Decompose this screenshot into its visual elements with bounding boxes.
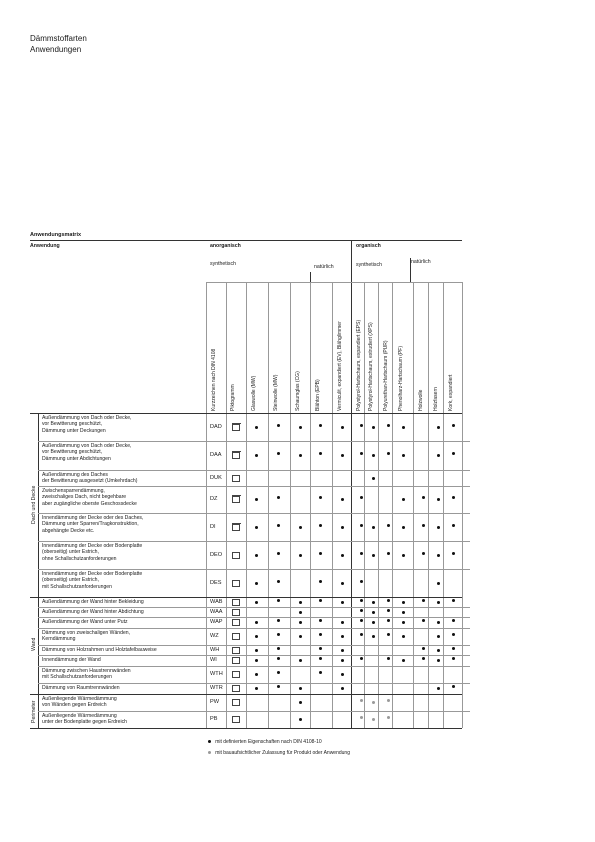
row-description-line: unter der Bodenplatte gegen Erdreich (42, 719, 127, 726)
row-description-line: aber zugängliche oberste Geschossdecke (42, 500, 137, 507)
row-description-line: Außendämmung der Wand hinter Abdichtung (42, 609, 144, 615)
property-dot (277, 524, 280, 527)
pictogram-icon (232, 647, 240, 654)
property-dot (360, 552, 363, 555)
property-dot (437, 659, 440, 662)
property-dot (341, 649, 344, 652)
row-description-line: Außenliegende Wärmedämmung (42, 696, 117, 702)
property-dot (437, 526, 440, 529)
property-dot (319, 647, 322, 650)
row-code: WAA (210, 608, 223, 615)
row-code: DAD (210, 423, 222, 430)
pictogram-icon (232, 609, 240, 616)
row-description-line: Innendämmung der Wand (42, 657, 101, 663)
property-dot (422, 647, 425, 650)
column-header: Kurzzeichen nach DIN 4108 (211, 348, 217, 411)
property-dot (277, 633, 280, 636)
row-description (42, 657, 101, 663)
column-header: Phenolharz-Hartschaum (PF) (398, 345, 404, 411)
property-dot (341, 673, 344, 676)
property-dot (360, 599, 363, 602)
property-dot (277, 580, 280, 583)
column-header: Kork, expandiert (448, 374, 454, 411)
row-code: WAB (210, 598, 223, 605)
property-dot (255, 454, 258, 457)
property-dot (452, 633, 455, 636)
row-description (42, 619, 128, 625)
page-title (30, 33, 87, 55)
row-rule (38, 441, 470, 442)
column-rule (392, 282, 393, 728)
property-dot (422, 524, 425, 527)
property-dot (277, 619, 280, 622)
column-rule (310, 282, 311, 728)
property-dot (341, 687, 344, 690)
row-description (42, 609, 144, 615)
column-header: Schaumglas (CG) (295, 371, 301, 411)
row-description-line: Innendämmung der Decke oder Bodenplatte (42, 543, 143, 549)
property-dot (360, 524, 363, 527)
property-dot (402, 526, 405, 529)
legend-grey (208, 750, 350, 756)
property-dot (255, 554, 258, 557)
row-description-line: Dämmung unter Deckungen (42, 427, 106, 434)
row-description (42, 515, 143, 534)
row-description (42, 443, 131, 462)
group-rule (30, 597, 462, 598)
property-dot (299, 687, 302, 690)
row-code: WAP (210, 619, 223, 625)
property-dot (319, 424, 322, 427)
row-code: DES (210, 579, 222, 586)
column-rule (413, 282, 414, 728)
property-dot (452, 647, 455, 650)
group-label-rule (38, 413, 39, 728)
property-dot (422, 657, 425, 660)
property-dot (341, 659, 344, 662)
group-label: Perimeter (31, 700, 37, 724)
sub-natuerlich-2-label: natürlich (411, 259, 431, 265)
row-rule (38, 655, 470, 656)
row-description (42, 630, 130, 643)
header-top-rule (30, 240, 462, 241)
property-dot (319, 580, 322, 583)
group-organisch-label: organisch (356, 243, 381, 249)
property-dot (299, 554, 302, 557)
property-dot (437, 621, 440, 624)
pictogram-icon (232, 524, 240, 531)
row-rule (38, 711, 470, 712)
property-dot (452, 424, 455, 427)
property-dot (360, 657, 363, 660)
property-dot (402, 426, 405, 429)
column-header: Vermiculit, expandiert (EV), Blähglimmer (337, 321, 343, 411)
row-rule (38, 617, 470, 618)
sub-synthetisch-2-label: synthetisch (356, 262, 382, 268)
row-rule (38, 645, 470, 646)
property-dot (277, 671, 280, 674)
pictogram-icon (232, 619, 240, 626)
property-dot (360, 609, 363, 612)
row-description-line: (oberseitig) unter Estrich, (42, 549, 99, 556)
property-dot (437, 454, 440, 457)
row-description (42, 713, 127, 726)
property-dot (277, 685, 280, 688)
row-description-line: Außendämmung der Wand hinter Bekleidung (42, 599, 144, 605)
property-dot (319, 496, 322, 499)
property-dot (319, 452, 322, 455)
property-dot (277, 647, 280, 650)
property-dot (387, 552, 390, 555)
property-dot (360, 452, 363, 455)
group-label: Wand (31, 637, 37, 651)
row-description-line: zweischaliges Dach, nicht begehbare (42, 494, 127, 501)
row-description-line: abgehängte Decke etc. (42, 527, 95, 534)
property-dot (402, 659, 405, 662)
pictogram-icon (232, 633, 240, 640)
property-dot (341, 426, 344, 429)
property-dot (402, 611, 405, 614)
property-dot (372, 554, 375, 557)
legend-grey-text: mit bauaufsichtlicher Zulassung für Produkt oder Anwendung (215, 750, 350, 756)
pictogram-icon (232, 716, 240, 723)
property-dot (255, 659, 258, 662)
row-code: DUK (210, 474, 222, 481)
natural-split-1 (310, 272, 311, 282)
property-dot (255, 649, 258, 652)
property-dot-icon (208, 740, 211, 743)
row-rule (38, 541, 470, 542)
property-dot (372, 611, 375, 614)
property-dot (452, 619, 455, 622)
group-label: Dach und Decke (31, 485, 37, 524)
row-description (42, 415, 131, 434)
row-rule (38, 607, 470, 608)
property-dot (299, 526, 302, 529)
property-dot (437, 687, 440, 690)
property-dot (277, 552, 280, 555)
row-description-line: Außendämmung von Dach oder Decke, (42, 415, 132, 421)
row-description-line: vor Bewitterung geschützt, (42, 421, 103, 428)
property-dot (372, 621, 375, 624)
property-dot (422, 496, 425, 499)
approval-dot (372, 718, 375, 721)
column-rule (364, 282, 365, 728)
group-rule (30, 694, 462, 695)
property-dot (402, 554, 405, 557)
column-header: Blähton (EPB) (315, 379, 321, 411)
column-header: Holzwolle (418, 389, 424, 411)
property-dot (341, 454, 344, 457)
property-dot (255, 526, 258, 529)
row-rule (38, 666, 470, 667)
row-description (42, 668, 131, 681)
property-dot (299, 659, 302, 662)
col-anwendung-label: Anwendung (30, 243, 60, 249)
approval-dot (387, 716, 390, 719)
sub-synthetisch-1-label: synthetisch (210, 261, 236, 267)
row-description (42, 685, 120, 691)
property-dot (402, 454, 405, 457)
property-dot (372, 477, 375, 480)
property-dot (319, 633, 322, 636)
property-dot (387, 599, 390, 602)
property-dot (452, 452, 455, 455)
column-rule (332, 282, 333, 728)
column-header: Glaswolle (MW) (251, 375, 257, 411)
property-dot (255, 673, 258, 676)
row-description (42, 647, 157, 653)
property-dot (299, 621, 302, 624)
row-code: WH (210, 646, 220, 653)
row-description-line: Dämmung von Raumtrennwänden (42, 685, 120, 691)
property-dot (422, 619, 425, 622)
property-dot (277, 496, 280, 499)
pictogram-icon (232, 699, 240, 706)
property-dot (341, 582, 344, 585)
row-description (42, 599, 144, 605)
property-dot (452, 496, 455, 499)
property-dot (387, 619, 390, 622)
row-rule (38, 513, 470, 514)
property-dot (387, 524, 390, 527)
property-dot (277, 452, 280, 455)
row-rule (38, 470, 470, 471)
row-description-line: Innendämmung der Decke oder des Daches, (42, 515, 144, 521)
row-description-line: ohne Schallschutzanforderungen (42, 555, 117, 562)
property-dot (299, 601, 302, 604)
row-rule (38, 683, 470, 684)
legend-black (208, 739, 322, 745)
row-description-line: Außenliegende Wärmedämmung (42, 713, 117, 719)
property-dot (319, 599, 322, 602)
property-dot (255, 498, 258, 501)
row-description-line: vor Bewitterung geschützt, (42, 449, 103, 456)
row-description (42, 571, 142, 590)
property-dot (299, 635, 302, 638)
pictogram-icon (232, 452, 240, 459)
property-dot (402, 621, 405, 624)
property-dot (319, 619, 322, 622)
property-dot (255, 635, 258, 638)
row-description-line: Außendämmung von Dach oder Decke, (42, 443, 132, 449)
row-code: WTH (210, 671, 223, 677)
pictogram-icon (232, 685, 240, 692)
property-dot (372, 526, 375, 529)
row-code: PB (210, 716, 218, 722)
property-dot (341, 621, 344, 624)
property-dot (360, 619, 363, 622)
row-description-line: mit Schallschutzanforderungen (42, 583, 112, 590)
approval-dot (372, 701, 375, 704)
approval-dot-icon (208, 751, 211, 754)
property-dot (360, 424, 363, 427)
property-dot (299, 426, 302, 429)
approval-dot (387, 699, 390, 702)
column-rule (290, 282, 291, 728)
property-dot (277, 657, 280, 660)
property-dot (255, 621, 258, 624)
subgroup-rule (206, 282, 462, 283)
pictogram-icon (232, 496, 240, 503)
property-dot (452, 685, 455, 688)
row-description-line: Dämmung von Holzrahmen und Holztafelbauweise (42, 647, 157, 653)
property-dot (437, 649, 440, 652)
row-code: WZ (210, 633, 219, 639)
property-dot (341, 635, 344, 638)
column-rule (428, 282, 429, 728)
column-header: Polystyrol-Hartschaum, extrudiert (XPS) (368, 322, 374, 411)
property-dot (387, 452, 390, 455)
property-dot (319, 552, 322, 555)
property-dot (452, 657, 455, 660)
row-rule (38, 486, 470, 487)
natural-split-2 (410, 258, 411, 282)
property-dot (255, 426, 258, 429)
property-dot (360, 496, 363, 499)
row-code: WI (210, 657, 217, 663)
row-description-line: Dämmung unter Abdichtungen (42, 455, 111, 462)
property-dot (299, 454, 302, 457)
property-dot (255, 582, 258, 585)
property-dot (341, 601, 344, 604)
row-code: DZ (210, 496, 218, 502)
property-dot (402, 635, 405, 638)
row-rule (38, 628, 470, 629)
column-rule (206, 282, 207, 728)
row-rule (38, 569, 470, 570)
column-header: Polyurethan-Hartschaum (PUR) (383, 340, 389, 411)
pictogram-icon (232, 599, 240, 606)
pictogram-icon (232, 475, 240, 482)
property-dot (255, 601, 258, 604)
row-description-line: mit Schallschutzanforderungen (42, 674, 112, 681)
row-description-line: Außendämmung der Wand unter Putz (42, 619, 128, 625)
property-dot (277, 599, 280, 602)
row-description (42, 488, 137, 507)
property-dot (299, 611, 302, 614)
property-dot (255, 687, 258, 690)
pictogram-icon (232, 657, 240, 664)
property-dot (387, 609, 390, 612)
column-rule (378, 282, 379, 728)
row-description-line: von Wänden gegen Erdreich (42, 702, 107, 709)
approval-dot (360, 699, 363, 702)
property-dot (319, 524, 322, 527)
column-header: Piktogramm (230, 384, 236, 411)
pictogram-icon (232, 552, 240, 559)
pictogram-icon (232, 424, 240, 431)
property-dot (360, 633, 363, 636)
property-dot (452, 524, 455, 527)
group-anorganisch-label: anorganisch (210, 243, 241, 249)
header-bottom-rule (30, 413, 462, 414)
property-dot (387, 633, 390, 636)
property-dot (452, 552, 455, 555)
row-description (42, 543, 142, 562)
column-header: Holzfasern (433, 387, 439, 411)
matrix-title: Anwendungsmatrix (30, 232, 82, 238)
column-rule (226, 282, 227, 728)
property-dot (372, 454, 375, 457)
row-description-line: Zwischensparrendämmung, (42, 488, 105, 494)
property-dot (422, 599, 425, 602)
property-dot (372, 635, 375, 638)
row-code: DAA (210, 452, 222, 458)
property-dot (360, 580, 363, 583)
row-description-line: Dämmung unter Sparren/Tragkonstruktion, (42, 521, 139, 528)
property-dot (341, 526, 344, 529)
row-description-line: Dämmung zwischen Haustrennwänden (42, 668, 131, 674)
property-dot (437, 582, 440, 585)
row-description (42, 472, 137, 485)
pictogram-icon (232, 671, 240, 678)
property-dot (372, 426, 375, 429)
row-code: DI (210, 523, 216, 530)
column-header: Polystyrol-Hartschaum, expandiert (EPS) (356, 319, 362, 411)
row-description-line: Außendämmung des Daches (42, 472, 108, 478)
column-rule (443, 282, 444, 728)
property-dot (437, 554, 440, 557)
property-dot (341, 554, 344, 557)
property-dot (299, 701, 302, 704)
property-dot (452, 599, 455, 602)
column-header: Steinwolle (MW) (273, 374, 279, 411)
legend-black-text: mit definierten Eigenschaften nach DIN 4108-10 (215, 739, 322, 745)
property-dot (319, 657, 322, 660)
page-title-line-1: Dämmstoffarten (30, 34, 87, 43)
property-dot (372, 601, 375, 604)
row-code: PW (210, 699, 220, 705)
property-dot (437, 601, 440, 604)
column-rule (268, 282, 269, 728)
row-description-line: Kerndämmung (42, 636, 76, 643)
approval-dot (360, 716, 363, 719)
row-description-line: Innendämmung der Decke oder Bodenplatte (42, 571, 143, 577)
row-code: WTR (210, 685, 223, 691)
pictogram-icon (232, 580, 240, 587)
property-dot (387, 657, 390, 660)
property-dot (402, 601, 405, 604)
row-description-line: Dämmung von zweischaligen Wänden, (42, 630, 131, 636)
sub-natuerlich-1-label: natürlich (314, 264, 334, 270)
property-dot (437, 498, 440, 501)
row-description (42, 696, 117, 709)
property-dot (437, 635, 440, 638)
property-dot (402, 498, 405, 501)
row-description-line: (oberseitig) unter Estrich, (42, 577, 99, 584)
group-rule (30, 728, 462, 729)
property-dot (277, 424, 280, 427)
page-title-line-2: Anwendungen (30, 45, 82, 54)
property-dot (437, 426, 440, 429)
column-rule (246, 282, 247, 728)
property-dot (299, 718, 302, 721)
row-description-line: der Bewitterung ausgesetzt (Umkehrdach) (42, 478, 138, 485)
column-rule (462, 282, 463, 728)
row-code: DEO (210, 551, 223, 558)
property-dot (319, 671, 322, 674)
property-dot (387, 424, 390, 427)
property-dot (422, 552, 425, 555)
property-dot (341, 498, 344, 501)
